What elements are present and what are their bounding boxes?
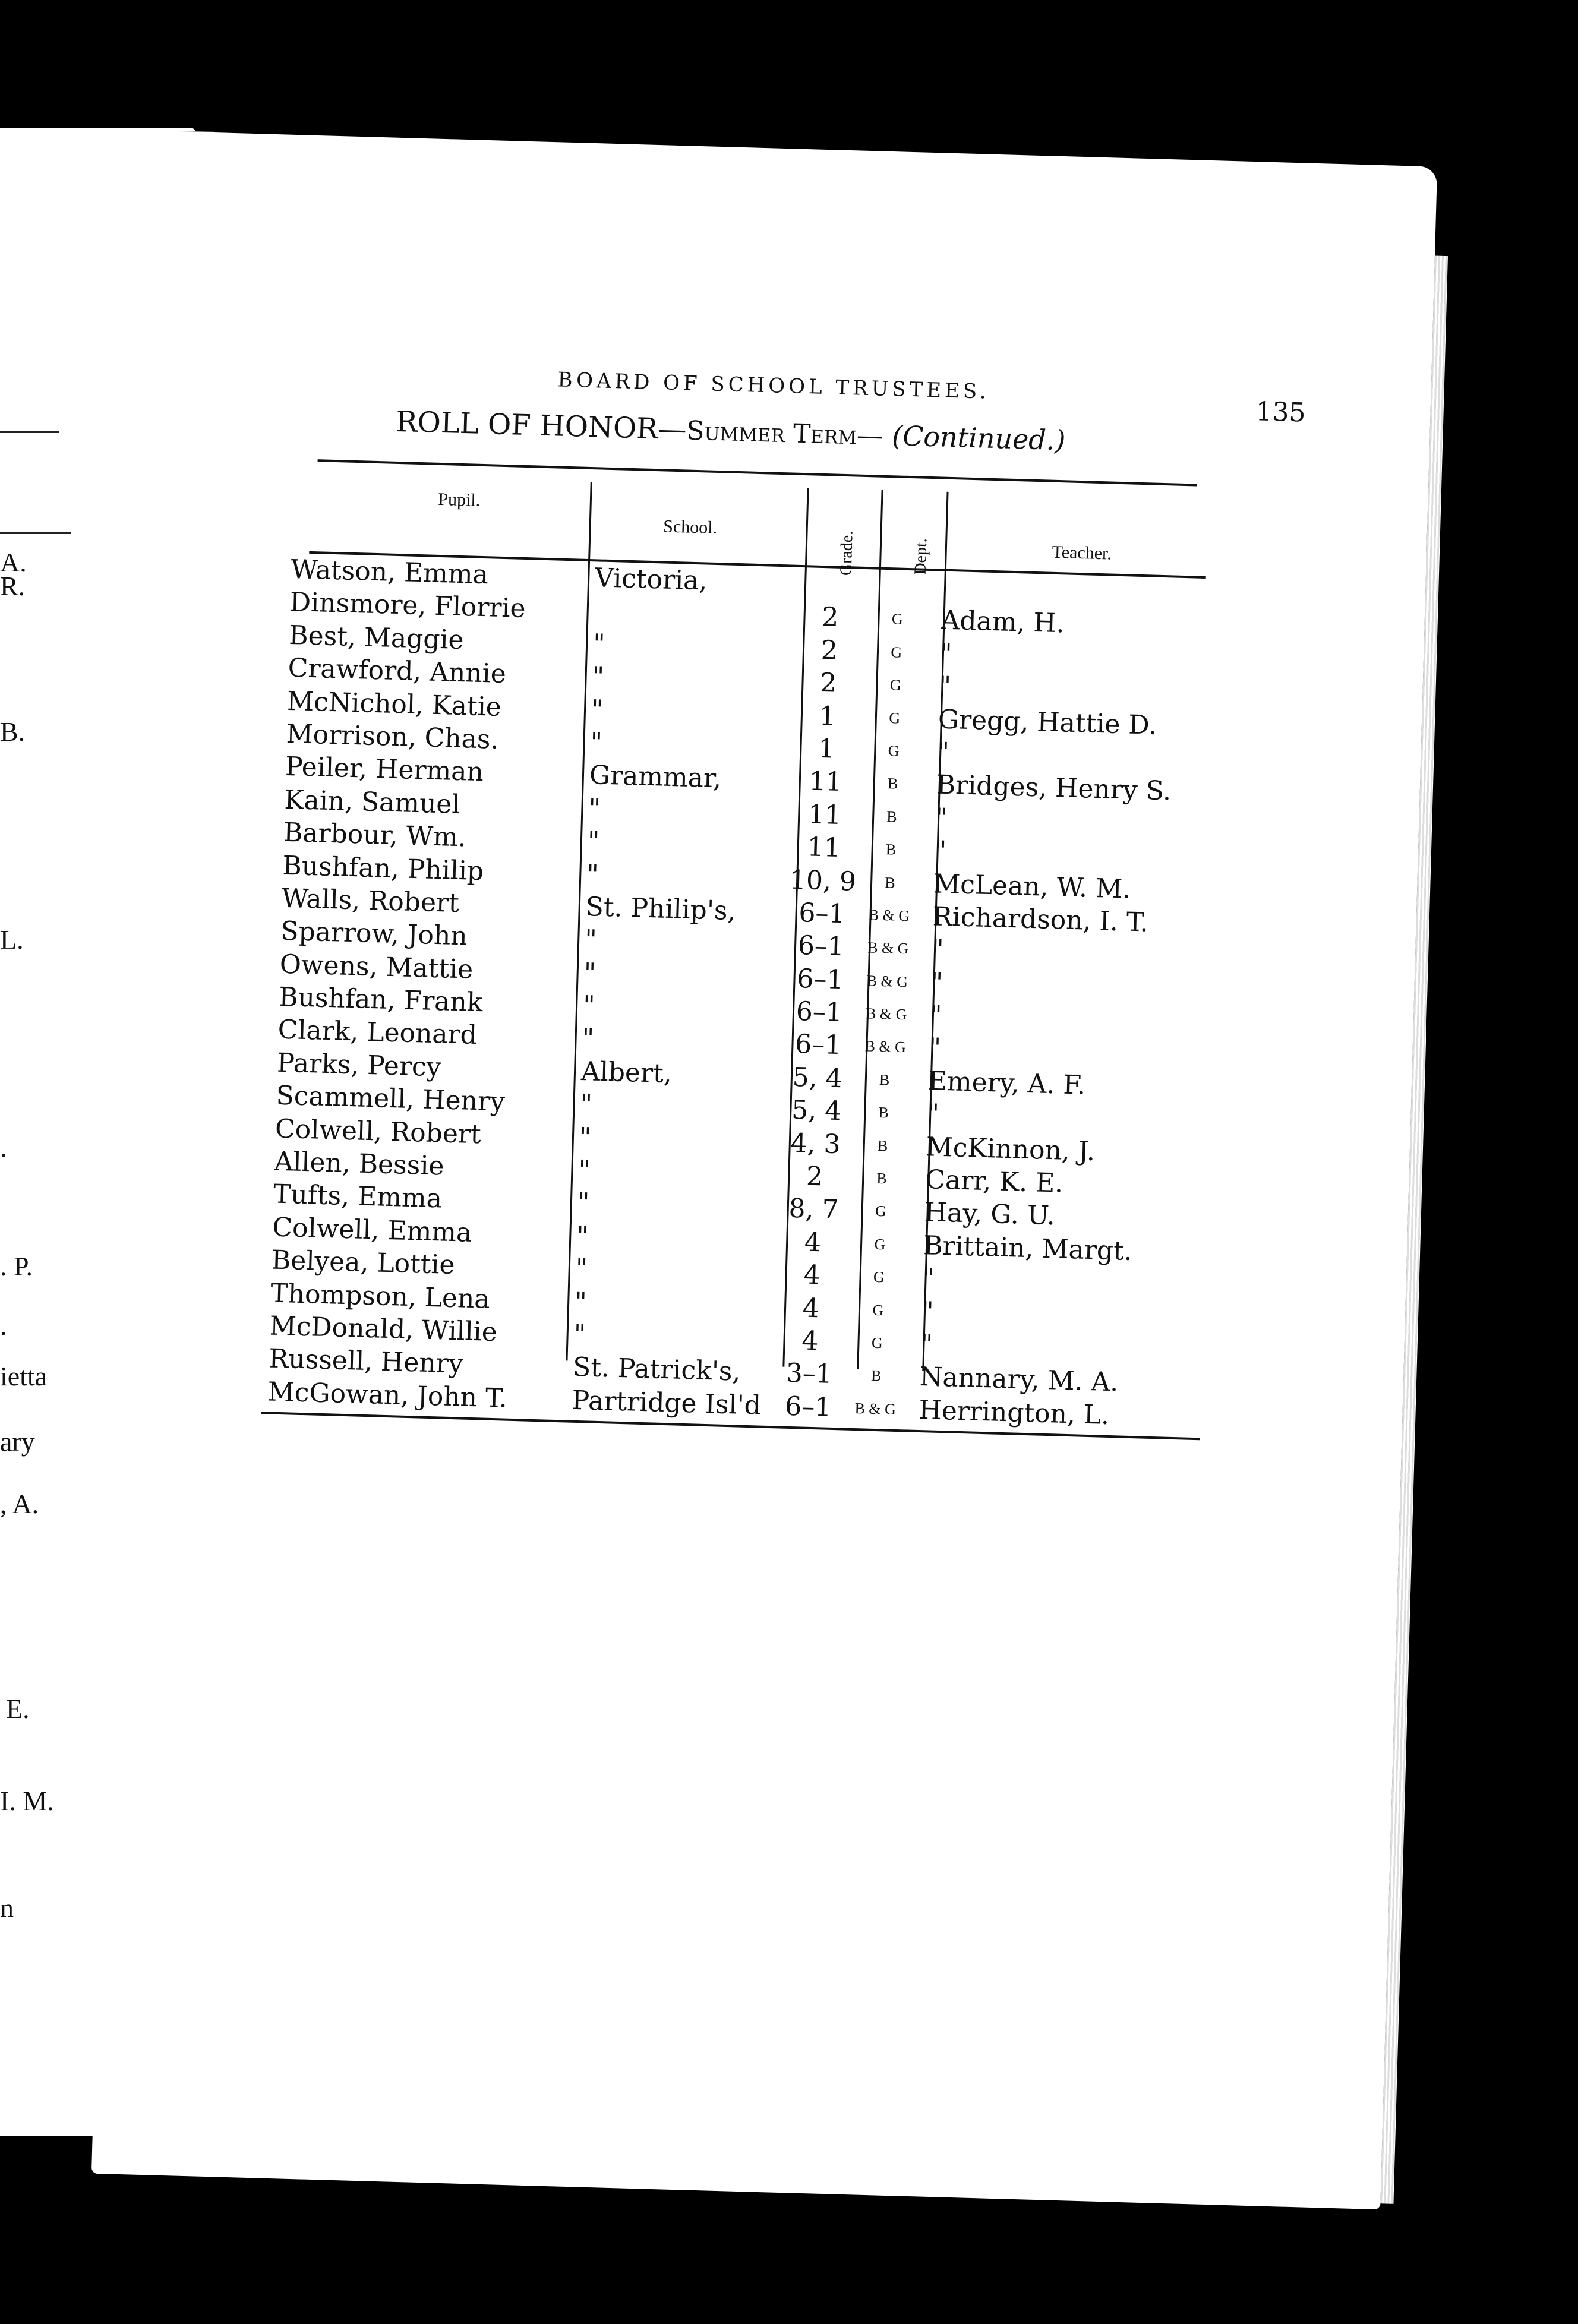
left-page-rule xyxy=(0,532,71,534)
cell-grade: 2 xyxy=(806,1161,823,1192)
cell-grade: 6–1 xyxy=(796,996,843,1028)
cell-school: " xyxy=(582,990,596,1021)
cell-dept: G xyxy=(889,676,902,694)
cell-school: " xyxy=(587,826,600,857)
cell-pupil: Dinsmore, Florrie xyxy=(289,587,526,624)
cell-pupil: Owens, Mattie xyxy=(279,949,474,985)
cell-pupil: Tufts, Emma xyxy=(273,1179,443,1214)
cell-dept: G xyxy=(872,1301,884,1319)
cell-teacher: " xyxy=(926,1098,940,1130)
cell-school: " xyxy=(584,924,598,955)
cell-teacher: Hay, G. U. xyxy=(924,1197,1056,1232)
cell-grade: 4, 3 xyxy=(790,1128,841,1160)
cell-pupil: Bushfan, Frank xyxy=(278,981,484,1018)
cell-grade: 6–1 xyxy=(794,1029,842,1061)
cell-dept: B & G xyxy=(854,1399,897,1418)
cell-dept: B xyxy=(885,841,897,858)
cell-school: " xyxy=(586,858,599,890)
cell-pupil: Russell, Henry xyxy=(268,1343,464,1379)
left-page-fragment: B. xyxy=(0,716,26,747)
cell-grade: 6–1 xyxy=(797,930,845,962)
cell-grade: 11 xyxy=(807,799,842,831)
header-dept: Dept. xyxy=(911,538,931,575)
cell-pupil: McGowan, John T. xyxy=(267,1376,508,1414)
cell-teacher: " xyxy=(931,934,945,965)
cell-teacher: " xyxy=(939,638,953,669)
left-page-fragment: . xyxy=(0,1311,7,1341)
cell-school: " xyxy=(592,629,606,659)
cell-teacher: McLean, W. M. xyxy=(933,868,1131,905)
cell-pupil: Walls, Robert xyxy=(281,883,460,918)
cell-pupil: Scammell, Henry xyxy=(276,1080,506,1117)
cell-teacher: " xyxy=(930,967,943,998)
left-page-rule xyxy=(0,431,59,433)
cell-teacher: " xyxy=(929,1000,943,1031)
cell-grade: 2 xyxy=(820,634,838,666)
left-page-fragment: R. xyxy=(0,571,26,601)
cell-teacher: Brittain, Margt. xyxy=(923,1230,1133,1267)
cell-grade: 6–1 xyxy=(796,963,844,995)
cell-pupil: Colwell, Robert xyxy=(274,1113,482,1150)
title-term: Summer Term— xyxy=(686,415,883,451)
cell-pupil: Sparrow, John xyxy=(280,916,468,952)
cell-grade: 1 xyxy=(818,733,835,765)
cell-dept: B xyxy=(886,807,898,826)
cell-teacher: " xyxy=(938,671,952,702)
title-main: ROLL OF HONOR— xyxy=(395,405,687,447)
cell-pupil: McDonald, Willie xyxy=(269,1311,498,1348)
cell-grade: 4 xyxy=(803,1259,821,1291)
cell-dept xyxy=(866,570,930,604)
cell-pupil: Thompson, Lena xyxy=(270,1278,491,1315)
cell-dept: B & G xyxy=(866,971,908,990)
cell-school: Victoria, xyxy=(594,563,708,596)
cell-grade: 11 xyxy=(806,832,841,864)
left-page-fragment: ary xyxy=(0,1426,35,1457)
cell-dept: G xyxy=(888,709,901,727)
cell-dept: B & G xyxy=(868,906,910,925)
cell-grade: 4 xyxy=(801,1325,819,1357)
cell-teacher: " xyxy=(928,1032,942,1064)
page-edge xyxy=(1380,256,1448,2204)
cell-dept: B xyxy=(870,1367,882,1385)
cell-pupil: Best, Maggie xyxy=(288,620,465,655)
cell-teacher: Carr, K. E. xyxy=(924,1164,1064,1199)
cell-grade: 3–1 xyxy=(785,1358,833,1390)
page-title xyxy=(396,405,1066,457)
cell-grade: 4 xyxy=(802,1293,820,1324)
cell-school: " xyxy=(579,1089,593,1120)
left-page-fragment: E. xyxy=(6,1694,30,1724)
cell-grade: 2 xyxy=(821,602,840,633)
cell-pupil: Peiler, Herman xyxy=(285,751,484,788)
cell-pupil: Bushfan, Philip xyxy=(282,850,484,886)
cell-dept: B & G xyxy=(865,1005,907,1024)
cell-teacher: Gregg, Hattie D. xyxy=(938,704,1157,741)
cell-school: " xyxy=(574,1286,588,1317)
left-page-fragment: , A. xyxy=(0,1489,39,1519)
cell-teacher: " xyxy=(936,737,950,768)
header-teacher: Teacher. xyxy=(1052,542,1112,564)
cell-pupil: Barbour, Wm. xyxy=(283,817,467,853)
page-number: 135 xyxy=(1255,396,1306,428)
cell-dept: G xyxy=(873,1268,885,1286)
cell-pupil: Kain, Samuel xyxy=(283,784,461,820)
cell-dept: G xyxy=(891,610,904,629)
left-page-fragment: n xyxy=(0,1893,14,1923)
cell-grade: 5, 4 xyxy=(791,1095,842,1127)
cell-school: " xyxy=(591,661,605,692)
cell-dept: B xyxy=(877,1136,888,1155)
cell-pupil: Parks, Percy xyxy=(276,1047,442,1083)
cell-school: " xyxy=(591,694,604,725)
cell-school: " xyxy=(579,1122,592,1153)
cell-teacher: " xyxy=(934,835,947,867)
cell-teacher: " xyxy=(935,803,948,833)
left-page-fragment: I. M. xyxy=(0,1786,54,1816)
left-page-fragment: . P. xyxy=(0,1251,33,1281)
cell-dept: B xyxy=(884,873,896,892)
cell-pupil: Colwell, Emma xyxy=(272,1212,472,1248)
cell-teacher: Bridges, Henry S. xyxy=(936,769,1172,807)
cell-dept: B & G xyxy=(864,1037,907,1056)
cell-dept: B xyxy=(878,1104,889,1122)
cell-school: " xyxy=(575,1253,588,1284)
left-page-fragment: ietta xyxy=(0,1361,48,1391)
cell-dept: B & G xyxy=(867,939,909,958)
cell-grade: 10, 9 xyxy=(789,864,857,897)
cell-teacher: Richardson, I. T. xyxy=(932,901,1149,938)
cell-dept: G xyxy=(875,1202,887,1220)
cell-teacher: " xyxy=(921,1296,935,1327)
cell-dept: B xyxy=(887,775,898,792)
cell-school xyxy=(582,595,796,633)
cell-pupil: Watson, Emma xyxy=(290,554,489,591)
title-continued: (Continued.) xyxy=(891,419,1066,457)
left-page-fragment: L. xyxy=(0,924,24,955)
cell-grade: 4 xyxy=(804,1227,822,1258)
cell-pupil: Clark, Leonard xyxy=(277,1015,478,1051)
left-page-fragment: A. xyxy=(0,547,27,577)
cell-grade: 1 xyxy=(819,700,837,732)
cell-dept: B xyxy=(879,1071,890,1089)
cell-grade: 2 xyxy=(819,668,838,699)
cell-school: " xyxy=(583,957,597,989)
cell-school: " xyxy=(581,1023,595,1054)
cell-school: " xyxy=(577,1188,590,1218)
header-school: School. xyxy=(662,516,718,538)
cell-dept: G xyxy=(874,1235,886,1253)
header-pupil: Pupil. xyxy=(437,489,481,510)
cell-pupil: Morrison, Chas. xyxy=(286,718,500,755)
cell-school: " xyxy=(577,1154,591,1186)
cell-grade: 5, 4 xyxy=(792,1062,843,1094)
cell-teacher: " xyxy=(920,1329,933,1360)
cell-dept: G xyxy=(888,742,900,760)
cell-school: " xyxy=(576,1220,589,1252)
cell-dept: G xyxy=(891,643,902,661)
cell-school: Grammar, xyxy=(589,760,722,794)
cell-grade xyxy=(796,568,867,603)
header-grade: Grade. xyxy=(837,531,857,576)
cell-grade: 11 xyxy=(808,766,843,798)
roll-of-honor-table xyxy=(267,554,1218,1435)
cell-teacher: Nannary, M. A. xyxy=(919,1362,1119,1398)
left-page-fragment: . xyxy=(0,1132,7,1163)
cell-pupil: Crawford, Annie xyxy=(288,653,507,690)
cell-pupil: Allen, Bessie xyxy=(273,1146,445,1182)
title-rule xyxy=(318,459,1197,486)
cell-school: St. Patrick's, xyxy=(572,1352,741,1388)
cell-dept: G xyxy=(871,1334,883,1352)
right-page xyxy=(91,131,1437,2209)
cell-teacher: Adam, H. xyxy=(940,605,1065,639)
running-head: BOARD OF SCHOOL TRUSTEES. xyxy=(557,368,990,404)
cell-grade: 6–1 xyxy=(798,897,846,930)
cell-school: " xyxy=(589,727,603,758)
cell-school: Albert, xyxy=(580,1056,673,1090)
cell-school: Partridge Isl'd xyxy=(571,1385,762,1421)
cell-grade: 6–1 xyxy=(784,1391,832,1423)
cell-teacher: McKinnon, J. xyxy=(926,1131,1096,1167)
cell-grade: 8, 7 xyxy=(788,1193,840,1226)
cell-dept: B xyxy=(876,1169,888,1188)
cell-school: " xyxy=(573,1319,586,1350)
cell-pupil: Belyea, Lottie xyxy=(271,1245,456,1281)
cell-school: " xyxy=(588,792,601,824)
cell-teacher: " xyxy=(921,1263,935,1294)
cell-teacher: Herrington, L. xyxy=(918,1394,1110,1431)
cell-pupil: McNichol, Katie xyxy=(286,686,502,722)
cell-teacher: Emery, A. F. xyxy=(927,1066,1086,1101)
cell-school: St. Philip's, xyxy=(585,891,737,927)
